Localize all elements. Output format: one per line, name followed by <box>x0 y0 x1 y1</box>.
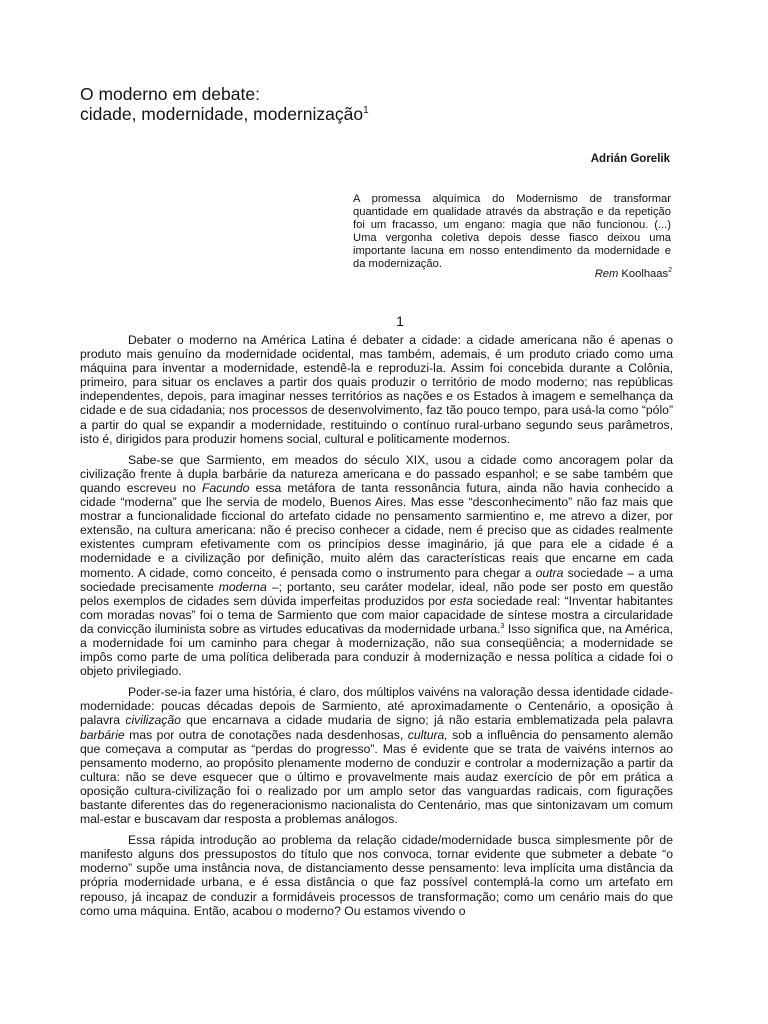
body-paragraph <box>80 453 673 679</box>
text-run: Essa rápida introdução ao problema da relação cidade/modernidade busca simplesmente pôr de manifesto alguns dos pressupostos do título que nos convoca, tornar evidente que submeter a debate “o moderno” supõe uma instância nova, de distanciamento desse pensamento: leva implícita uma distância da própria modernidade urbana, e é essa distância o que faz possível contemplá-la como um artefato em repouso, já incapaz de conduzir a formidáveis processos de transformação; como um cenário mais do que como uma máquina. Então, acabou o moderno? Ou estamos vivendo o <box>80 833 673 918</box>
body-paragraph <box>80 833 673 918</box>
title-line-1: O moderno em debate: <box>80 84 260 104</box>
italic-text: barbárie <box>80 727 125 742</box>
text-run: Sabe-se que Sarmiento, em meados do século XIX, usou a cidade como ancoragem polar da civilização frente à dupla barbárie da natureza americana e do passado espanhol; e se sabe também que quando escreveu no <box>80 452 673 495</box>
text-run: que encarnava a cidade mudaria de signo; já não estaria emblematizada pela palavra <box>180 713 673 728</box>
epigraph-attribution <box>595 268 672 280</box>
text-run: –; portanto, seu caráter modelar, ideal, não pode ser posto em questão pelos exemplos de cidades sem dúvida imperfeitas produzidos por <box>80 579 673 608</box>
text-run: mas por outra de conotações nada desdenhosas, <box>124 727 408 742</box>
title-line-2: cidade, modernidade, modernização <box>80 104 364 124</box>
text-run: Isso significa que, na América, a modernidade foi um caminho para chegar à modernização, não sua conseqüência; a modernidade se impôs como parte de uma política deliberada para conduzir à modernização e nessa política a cidade foi o objeto privilegiado. <box>80 621 674 679</box>
epigraph-quote: A promessa alquímica do Modernismo de transformar quantidade em qualidade através da abstração e da repetição foi um fracasso, um engano: magia que não funcionou. (...) Uma vergonha coletiva depois desse fiasco deixou uma importante lacuna em nosso entendimento da modernidade e da modernização. <box>353 193 671 270</box>
italic-text: moderna <box>218 579 267 594</box>
text-run: sociedade – a uma sociedade precisamente <box>80 565 673 594</box>
text-run: sob a influência do pensamento alemão que começava a computar as “perdas do progresso”. Mas é evidente que se trata de vaivéns internos ao pensamento moderno, ao propósito plenamente moderno de conduzir e controlar a modernização a partir da cultura: não se deve esquecer que o último e provavelmente mais audaz exercício de pôr em prática a oposição cultura-civilização foi o realizado por um amplo setor das vanguardas radicais, com figurações bastante diferentes das do regeneracionismo nacionalista do Centenário, mas que sintonizavam um comum mal-estar e buscavam dar resposta a problemas análogos. <box>80 727 673 827</box>
italic-text: esta <box>449 593 473 608</box>
epigraph-source-last: Koolhaas <box>618 268 669 280</box>
text-run: Debater o moderno na América Latina é debater a cidade: a cidade americana não é apenas o produto mais genuíno da modernidade ocidental, mas também, ademais, é um produto criado como uma máquina para inventar a modernidade, estendê-la e reproduzi-la. Assim foi concebida durante a Colônia, primeiro, para situar os enclaves a partir dos quais produzir o território de modo moderno; nas repúblicas independentes, depois, para imaginar nesses territórios as nações e os Estados à imagem e semelhança da cidade e de sua cidadania; nos processos de desenvolvimento, faz tão pouco tempo, para usá-la como “pólo” a partir do qual se expandir a modernidade, restituindo o contínuo rural-urbano segundo seus parâmetros, isto é, dirigidos para produzir homens social, cultural e politicamente modernos. <box>80 333 673 446</box>
footnote-marker: 3 <box>500 622 505 630</box>
body-text <box>80 333 673 925</box>
epigraph-footnote-marker: 2 <box>668 267 672 274</box>
italic-text: civilização <box>125 713 181 728</box>
italic-text: outra <box>535 565 564 580</box>
document-title <box>80 84 369 124</box>
text-run: sociedade real: “Inventar habitantes com moradas novas” foi o tema de Sarmiento que com maior capacidade de síntese mostra a circularidade da convicção iluminista sobre as virtudes educativas da modernidade urbana. <box>80 593 673 636</box>
italic-text: cultura, <box>407 727 448 742</box>
text-run: essa metáfora de tanta ressonância futura, ainda não havia conhecido a cidade “moderna” que lhe servia de modelo, Buenos Aires. Mas esse “desconhecimento” não faz mais que mostrar a funcionalidade ficcional do artefato cidade no pensamento sarmientino e, me atrevo a dizer, por extensão, na cultura americana: não é preciso conhecer a cidade, nem é preciso que as cidades realmente existentes cumpram efetivamente com os princípios desse imaginário, já que para ele a cidade é a modernidade e a civilização por definição, muito além das características reais que encarne em cada momento. A cidade, como conceito, é pensada como o instrumento para chegar a <box>80 480 673 580</box>
italic-text: Facundo <box>202 480 250 495</box>
text-run: Poder-se-ia fazer uma história, é claro, dos múltiplos vaivéns na valoração dessa identidade cidade-modernidade: poucas décadas depois de Sarmiento, até aproximadamente o Centenário, a oposição à palavra <box>80 685 673 728</box>
section-number: 1 <box>396 313 404 329</box>
title-footnote-marker: 1 <box>363 105 369 116</box>
body-paragraph <box>80 333 673 446</box>
body-paragraph <box>80 685 673 826</box>
author-name: Adrián Gorelik <box>590 153 670 165</box>
epigraph-source-first: Rem <box>594 268 619 280</box>
